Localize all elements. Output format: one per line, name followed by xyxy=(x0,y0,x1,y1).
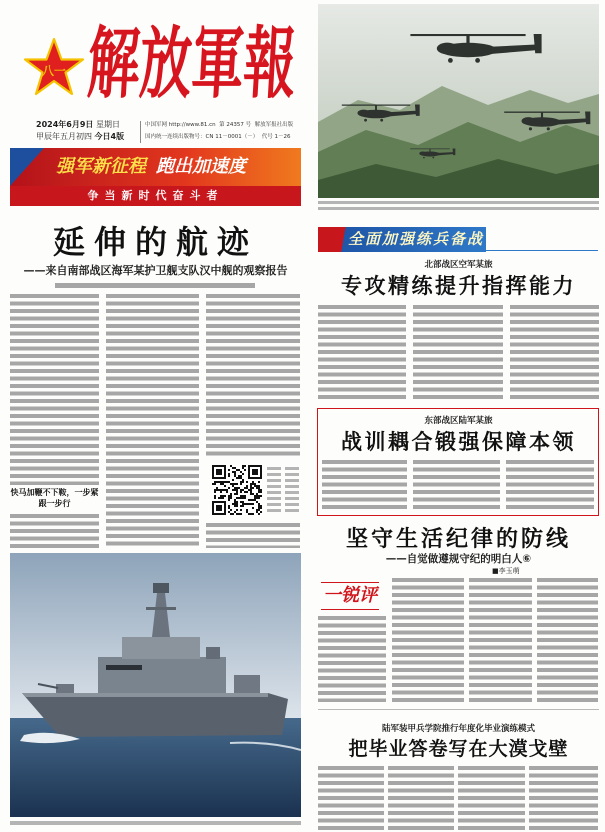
qr-module xyxy=(258,503,260,505)
qr-module xyxy=(228,497,230,499)
qr-module xyxy=(226,489,228,491)
qr-module xyxy=(260,491,262,493)
section-divider xyxy=(318,709,599,710)
qr-module xyxy=(228,505,230,507)
lead-body-column-2 xyxy=(106,294,199,548)
red-star-emblem-icon xyxy=(22,36,86,100)
qr-module xyxy=(250,489,252,491)
qr-module xyxy=(256,497,258,499)
qr-module xyxy=(246,485,248,487)
qr-module xyxy=(252,483,254,485)
lead-byline xyxy=(55,283,255,288)
qr-module xyxy=(240,471,242,473)
qr-module xyxy=(240,489,242,491)
qr-module xyxy=(224,481,226,483)
qr-module xyxy=(250,491,252,493)
qr-module xyxy=(258,513,260,515)
qr-module xyxy=(228,511,230,513)
qr-module xyxy=(220,489,222,491)
qr-module xyxy=(258,489,260,491)
qr-module xyxy=(224,495,226,497)
qr-module xyxy=(238,487,240,489)
qr-module xyxy=(238,475,240,477)
qr-module xyxy=(226,481,228,483)
qr-module xyxy=(228,487,230,489)
qr-module xyxy=(244,497,246,499)
cn-serial-number: 国内统一连续出版物号：CN 11－0001（－） xyxy=(145,134,259,140)
qr-module xyxy=(238,497,240,499)
dateline-left xyxy=(36,119,138,143)
qr-module xyxy=(240,505,242,507)
qr-module xyxy=(236,489,238,491)
qr-module xyxy=(214,497,216,499)
army-body-column-3 xyxy=(506,460,594,512)
ship-bridge-windows xyxy=(106,665,142,670)
qr-module xyxy=(212,483,214,485)
qr-module xyxy=(248,489,250,491)
qr-module xyxy=(254,499,256,501)
air-force-story-kicker: 北部战区空军某旅 xyxy=(424,260,493,270)
qr-module xyxy=(236,503,238,505)
qr-module xyxy=(232,513,234,515)
qr-module xyxy=(236,505,238,507)
qr-module xyxy=(232,483,234,485)
qr-module xyxy=(240,513,242,515)
air-force-story-headline: 专攻精练提升指挥能力 xyxy=(341,273,576,298)
commentary-author: ■李玉萌 xyxy=(492,567,520,575)
qr-module xyxy=(240,495,242,497)
qr-module xyxy=(256,495,258,497)
dateline-right xyxy=(145,119,305,143)
campaign-title-part-1: 强军新征程 xyxy=(56,156,146,177)
academy-body-column-2 xyxy=(388,766,454,832)
qr-module xyxy=(218,489,220,491)
qr-module xyxy=(222,489,224,491)
qr-module xyxy=(256,485,258,487)
ship-superstructure xyxy=(98,657,226,693)
qr-module xyxy=(246,503,248,505)
qr-module xyxy=(246,491,248,493)
qr-module xyxy=(252,493,254,495)
frigate-photo xyxy=(10,553,301,817)
qr-module xyxy=(230,495,232,497)
qr-module xyxy=(258,509,260,511)
qr-code-icon xyxy=(212,465,262,515)
qr-module xyxy=(232,489,234,491)
qr-module xyxy=(236,509,238,511)
qr-module xyxy=(234,483,236,485)
campaign-banner-blue-wedge xyxy=(10,148,44,186)
qr-module xyxy=(222,495,224,497)
dateline-divider xyxy=(140,121,141,143)
issue-number: 第 24357 号 xyxy=(219,122,252,128)
qr-module xyxy=(218,481,220,483)
qr-module xyxy=(234,489,236,491)
qr-module xyxy=(236,483,238,485)
qr-module xyxy=(246,511,248,513)
qr-module xyxy=(250,503,252,505)
qr-module xyxy=(240,477,242,479)
commentary-body-column-3 xyxy=(469,578,532,702)
label-rule-top xyxy=(321,582,379,583)
academy-body-column-3 xyxy=(458,766,525,832)
qr-module xyxy=(242,467,244,469)
commentary-body-column-2 xyxy=(392,578,464,702)
qr-module xyxy=(232,467,234,469)
qr-module xyxy=(236,497,238,499)
campaign-banner xyxy=(10,148,301,206)
qr-module xyxy=(238,477,240,479)
campaign-title-part-2: 跑出加速度 xyxy=(156,156,246,177)
academy-story-headline: 把毕业答卷写在大漠戈壁 xyxy=(348,738,569,760)
qr-module xyxy=(240,483,242,485)
ship-bridge xyxy=(122,637,200,659)
ship-deck-edge xyxy=(22,693,268,697)
qr-module xyxy=(252,499,254,501)
helicopter-formation-photo xyxy=(318,4,599,198)
qr-module xyxy=(222,481,224,483)
qr-module xyxy=(228,469,230,471)
commentary-body-column-1 xyxy=(318,616,386,702)
campaign-banner-bottom xyxy=(10,186,301,206)
qr-module xyxy=(240,509,242,511)
qr-module xyxy=(214,491,216,493)
qr-module xyxy=(232,503,234,505)
qr-module xyxy=(242,473,244,475)
page-count: 今日4版 xyxy=(94,132,125,141)
label-rule-bottom xyxy=(321,609,379,610)
qr-module xyxy=(242,465,244,467)
lunar-date: 甲辰年五月初四 xyxy=(36,132,92,141)
qr-module xyxy=(232,471,234,473)
qr-module xyxy=(258,497,260,499)
campaign-banner-subtitle: 争当新时代奋斗者 xyxy=(87,189,224,202)
qr-module xyxy=(252,481,254,483)
qr-module xyxy=(244,487,246,489)
qr-caption-text xyxy=(267,467,281,515)
qr-module xyxy=(250,483,252,485)
qr-module xyxy=(240,481,242,483)
qr-module xyxy=(234,475,236,477)
qr-module xyxy=(238,513,240,515)
qr-module xyxy=(228,473,230,475)
qr-module xyxy=(254,483,256,485)
qr-module xyxy=(236,491,238,493)
qr-module xyxy=(252,507,254,509)
lead-body-column-1 xyxy=(10,294,99,485)
qr-module xyxy=(234,499,236,501)
qr-module xyxy=(240,497,242,499)
qr-module xyxy=(230,493,232,495)
dateline-row-2 xyxy=(36,131,138,143)
qr-module xyxy=(258,481,260,483)
qr-module xyxy=(216,481,218,483)
training-banner-rule xyxy=(486,250,598,251)
qr-module xyxy=(242,503,244,505)
qr-module xyxy=(250,487,252,489)
qr-module xyxy=(258,495,260,497)
emblem-text: 八一 xyxy=(41,64,67,78)
qr-caption-text xyxy=(285,467,299,515)
website: 中国军网 http://www.81.cn xyxy=(145,122,216,128)
qr-module xyxy=(252,503,254,505)
qr-module xyxy=(226,491,228,493)
army-body-column-1 xyxy=(322,460,407,512)
air-force-body-column-2 xyxy=(413,305,503,400)
qr-module xyxy=(244,465,246,467)
dateline-row-1 xyxy=(36,119,138,131)
qr-module xyxy=(254,497,256,499)
ship-radar xyxy=(153,583,169,593)
qr-module xyxy=(220,491,222,493)
qr-module xyxy=(228,507,230,509)
ship-photo-caption xyxy=(10,821,301,825)
qr-module xyxy=(242,479,244,481)
qr-module xyxy=(240,491,242,493)
qr-module xyxy=(236,487,238,489)
qr-module xyxy=(250,499,252,501)
qr-module xyxy=(228,499,230,501)
qr-module xyxy=(234,503,236,505)
qr-module xyxy=(240,475,242,477)
dateline-row-3 xyxy=(145,119,305,131)
lead-headline: 延伸的航迹 xyxy=(52,223,258,261)
qr-module xyxy=(250,485,252,487)
qr-module xyxy=(230,497,232,499)
qr-module xyxy=(240,501,242,503)
qr-module xyxy=(256,487,258,489)
qr-module xyxy=(234,505,236,507)
qr-module xyxy=(234,493,236,495)
academy-story-kicker: 陆军装甲兵学院推行年度化毕业演练模式 xyxy=(381,724,535,734)
qr-module xyxy=(230,509,232,511)
qr-module xyxy=(232,485,234,487)
issue-weekday: 星期日 xyxy=(95,120,120,129)
qr-module xyxy=(234,487,236,489)
qr-module xyxy=(238,469,240,471)
qr-module xyxy=(234,473,236,475)
army-body-column-2 xyxy=(413,460,500,512)
qr-module xyxy=(216,489,218,491)
qr-module xyxy=(218,497,220,499)
qr-module xyxy=(248,513,250,515)
qr-module xyxy=(244,469,246,471)
photo-caption-text xyxy=(318,201,599,211)
qr-module xyxy=(234,501,236,503)
qr-module xyxy=(258,505,260,507)
qr-module xyxy=(260,495,262,497)
qr-module xyxy=(242,495,244,497)
lead-section-heading: 快马加鞭不下鞍，一步紧跟一步行 xyxy=(10,488,99,508)
qr-module xyxy=(230,513,232,515)
qr-module xyxy=(254,495,256,497)
qr-module xyxy=(260,489,262,491)
qr-module xyxy=(260,505,262,507)
qr-module xyxy=(214,483,216,485)
qr-module xyxy=(252,513,254,515)
qr-module xyxy=(216,487,218,489)
qr-module xyxy=(234,511,236,513)
qr-module xyxy=(224,489,226,491)
army-story-kicker: 东部战区陆军某旅 xyxy=(424,416,493,426)
commentary-headline: 坚守生活纪律的防线 xyxy=(345,526,571,552)
qr-module xyxy=(228,495,230,497)
campaign-banner-title xyxy=(56,156,246,178)
qr-module xyxy=(230,483,232,485)
dateline-row-4 xyxy=(145,131,305,143)
qr-module xyxy=(260,511,262,513)
qr-finder-pattern xyxy=(216,469,222,475)
training-banner xyxy=(318,227,486,252)
lead-body-column-1-continued xyxy=(10,514,99,548)
publisher: 解放军报社出版 xyxy=(254,122,294,128)
qr-module xyxy=(236,493,238,495)
qr-module xyxy=(244,491,246,493)
qr-module xyxy=(242,501,244,503)
qr-module xyxy=(244,503,246,505)
qr-module xyxy=(246,509,248,511)
qr-finder-pattern xyxy=(216,505,222,511)
qr-module xyxy=(258,507,260,509)
qr-module xyxy=(246,487,248,489)
qr-module xyxy=(260,507,262,509)
qr-module xyxy=(242,489,244,491)
qr-module xyxy=(214,489,216,491)
qr-module xyxy=(220,497,222,499)
qr-module xyxy=(252,487,254,489)
training-banner-title: 全面加强练兵备战 xyxy=(348,230,485,248)
air-force-body-column-1 xyxy=(318,305,406,400)
qr-module xyxy=(256,493,258,495)
qr-finder-pattern xyxy=(252,469,258,475)
qr-module xyxy=(214,495,216,497)
qr-module xyxy=(236,513,238,515)
masthead-title: 解放軍報 xyxy=(85,18,299,110)
commentary-subhead: ——自觉做遵规守纪的明白人⑥ xyxy=(385,553,532,565)
qr-module xyxy=(246,481,248,483)
qr-module xyxy=(222,483,224,485)
lead-subhead: ——来自南部战区海军某护卫舰支队汉中舰的观察报告 xyxy=(23,264,288,277)
qr-module xyxy=(256,501,258,503)
qr-module xyxy=(250,513,252,515)
qr-module xyxy=(224,485,226,487)
qr-module xyxy=(250,493,252,495)
qr-module xyxy=(236,501,238,503)
postal-code: 代号 1－26 xyxy=(261,134,291,140)
qr-module xyxy=(234,471,236,473)
lead-body-column-3-continued xyxy=(206,523,300,548)
qr-module xyxy=(230,465,232,467)
qr-module xyxy=(256,511,258,513)
qr-module xyxy=(228,481,230,483)
campaign-banner-top xyxy=(10,148,301,186)
ship-hull xyxy=(22,693,288,737)
air-force-body-column-3 xyxy=(510,305,599,400)
army-story-headline: 战训耦合锻强保障本领 xyxy=(341,429,576,454)
commentary-column-label-text: 一锐评 xyxy=(323,585,377,606)
commentary-column-label xyxy=(321,580,379,612)
qr-module xyxy=(258,485,260,487)
qr-module xyxy=(236,469,238,471)
issue-date: 2024年6月9日 xyxy=(36,120,94,129)
ship-mast-yard xyxy=(146,607,176,610)
qr-module xyxy=(256,509,258,511)
lead-body-column-3 xyxy=(206,294,300,459)
ship-hangar xyxy=(234,675,260,693)
qr-module xyxy=(220,483,222,485)
qr-module xyxy=(220,495,222,497)
qr-module xyxy=(248,503,250,505)
ship-funnel xyxy=(206,647,220,659)
commentary-body-column-4 xyxy=(537,578,598,702)
qr-module xyxy=(258,491,260,493)
qr-module xyxy=(220,481,222,483)
ship-gun-turret xyxy=(56,684,74,693)
qr-module xyxy=(234,467,236,469)
qr-module xyxy=(228,475,230,477)
qr-module xyxy=(248,499,250,501)
qr-module xyxy=(254,485,256,487)
qr-module xyxy=(236,477,238,479)
qr-module xyxy=(242,497,244,499)
qr-module xyxy=(222,497,224,499)
qr-module xyxy=(232,479,234,481)
qr-module xyxy=(242,505,244,507)
qr-module xyxy=(242,481,244,483)
academy-body-column-1 xyxy=(318,766,384,832)
qr-module xyxy=(214,481,216,483)
academy-body-column-4 xyxy=(529,766,598,832)
qr-module xyxy=(258,487,260,489)
qr-module xyxy=(244,495,246,497)
